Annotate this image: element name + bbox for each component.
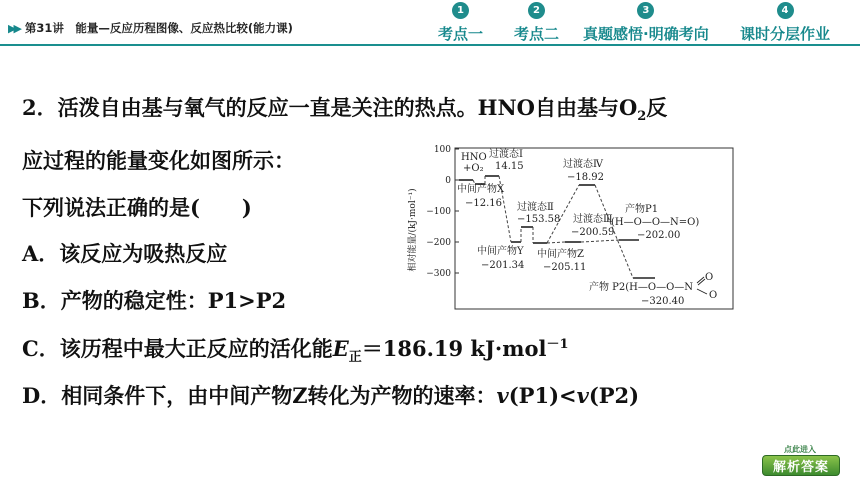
nav-tab-label: 课时分层作业 — [740, 25, 831, 43]
nav-tab-label: 真题感悟·明确考向 — [583, 25, 709, 43]
option-d[interactable] — [22, 380, 639, 410]
nav-number-badge: 2 — [528, 2, 545, 19]
label-p2-o2: O — [709, 290, 718, 301]
label-imx-name: 中间产物X — [457, 184, 505, 195]
y-axis-label: 相对能量/(kJ·mol⁻¹) — [408, 188, 418, 272]
y-tick-100: 100 — [433, 145, 451, 155]
option-c-sub: 正 — [348, 350, 362, 366]
label-imy-name: 中间产物Y — [477, 246, 524, 257]
y-tick-minus300: −300 — [426, 269, 451, 279]
label-ts1-value: 14.15 — [495, 161, 524, 172]
label-ts1-name: 过渡态Ⅰ — [489, 149, 523, 160]
lesson-title-text: 第31讲 能量—反应历程图像、反应热比较(能力课) — [24, 21, 293, 35]
option-d-v2: v — [576, 383, 589, 408]
question-line3: 下列说法正确的是( ) — [22, 195, 252, 220]
question-line2: 应过程的能量变化如图所示： — [22, 148, 295, 173]
stem-text-2: 反 — [646, 95, 668, 120]
option-d-mid: (P1)< — [508, 383, 577, 408]
nav-number-badge: 3 — [637, 2, 654, 19]
question-stem — [22, 92, 667, 124]
option-d-text: D．相同条件下，由中间产物Z转化为产物的速率： — [22, 383, 497, 408]
option-a[interactable]: A．该反应为吸热反应 — [22, 241, 228, 266]
y-tick-0: 0 — [445, 176, 451, 186]
label-imy-value: −201.34 — [481, 260, 525, 271]
y-tick-minus200: −200 — [426, 238, 451, 248]
view-answer-button[interactable] — [758, 444, 842, 478]
y-tick-minus100: −100 — [426, 207, 451, 217]
option-c[interactable] — [22, 333, 568, 365]
option-c-text: C．该历程中最大正反应的活化能 — [22, 336, 333, 361]
nav-tab-label: 考点一 — [438, 25, 484, 43]
energy-profile-diagram — [405, 138, 737, 313]
nav-tab-kaodian2[interactable] — [514, 0, 559, 44]
option-d-end: (P2) — [588, 383, 640, 408]
nav-number-badge: 4 — [777, 2, 794, 19]
label-reactant-2: +O₂ — [463, 163, 484, 174]
y-tick-marks — [455, 149, 459, 273]
answer-button-label: 解析答案 — [762, 455, 840, 476]
label-ts3-name: 过渡态Ⅲ — [573, 214, 613, 225]
diagram-labels — [457, 147, 717, 307]
header-bar — [0, 0, 860, 46]
label-p1-formula: (H—O—O—N=O) — [611, 217, 700, 228]
nav-number-badge: 1 — [452, 2, 469, 19]
option-b[interactable]: B．产物的稳定性：P1>P2 — [22, 288, 287, 313]
label-ts4-name: 过渡态Ⅳ — [563, 159, 603, 170]
label-ts2-name: 过渡态Ⅱ — [517, 202, 554, 213]
label-p2-value: −320.40 — [641, 296, 685, 307]
label-p1-name: 产物P1 — [625, 204, 659, 215]
option-c-value: ＝186.19 kJ·mol — [361, 336, 547, 361]
label-ts3-value: −200.59 — [571, 227, 615, 238]
nav-tab-label: 考点二 — [514, 25, 560, 43]
double-arrow-icon: ▶▶ — [8, 21, 19, 35]
option-c-sup: －1 — [546, 337, 569, 352]
label-ts2-value: −153.58 — [517, 214, 561, 225]
option-c-var: E — [332, 336, 349, 361]
nav-tab-kaodian1[interactable] — [438, 0, 483, 44]
stem-text-1: 2．活泼自由基与氧气的反应一直是关注的热点。HNO自由基与O — [22, 95, 638, 120]
stem-subscript: 2 — [637, 109, 647, 125]
label-p2-name: 产物 P2(H—O—O—N — [589, 282, 694, 293]
label-imz-name: 中间产物Z — [537, 249, 584, 260]
nav-tab-zuoye[interactable] — [740, 0, 830, 44]
lesson-title — [8, 20, 293, 36]
option-d-v1: v — [496, 383, 509, 408]
label-imx-value: −12.16 — [465, 198, 503, 209]
header-divider — [0, 44, 860, 46]
label-imz-value: −205.11 — [543, 262, 587, 273]
nav-tab-zhenti[interactable] — [583, 0, 709, 44]
label-p1-value: −202.00 — [637, 230, 681, 241]
label-p2-o1: O — [705, 272, 714, 283]
answer-button-caption: 点此进入 — [784, 445, 816, 454]
label-ts4-value: −18.92 — [567, 172, 605, 183]
label-reactant-1: HNO — [461, 152, 487, 163]
